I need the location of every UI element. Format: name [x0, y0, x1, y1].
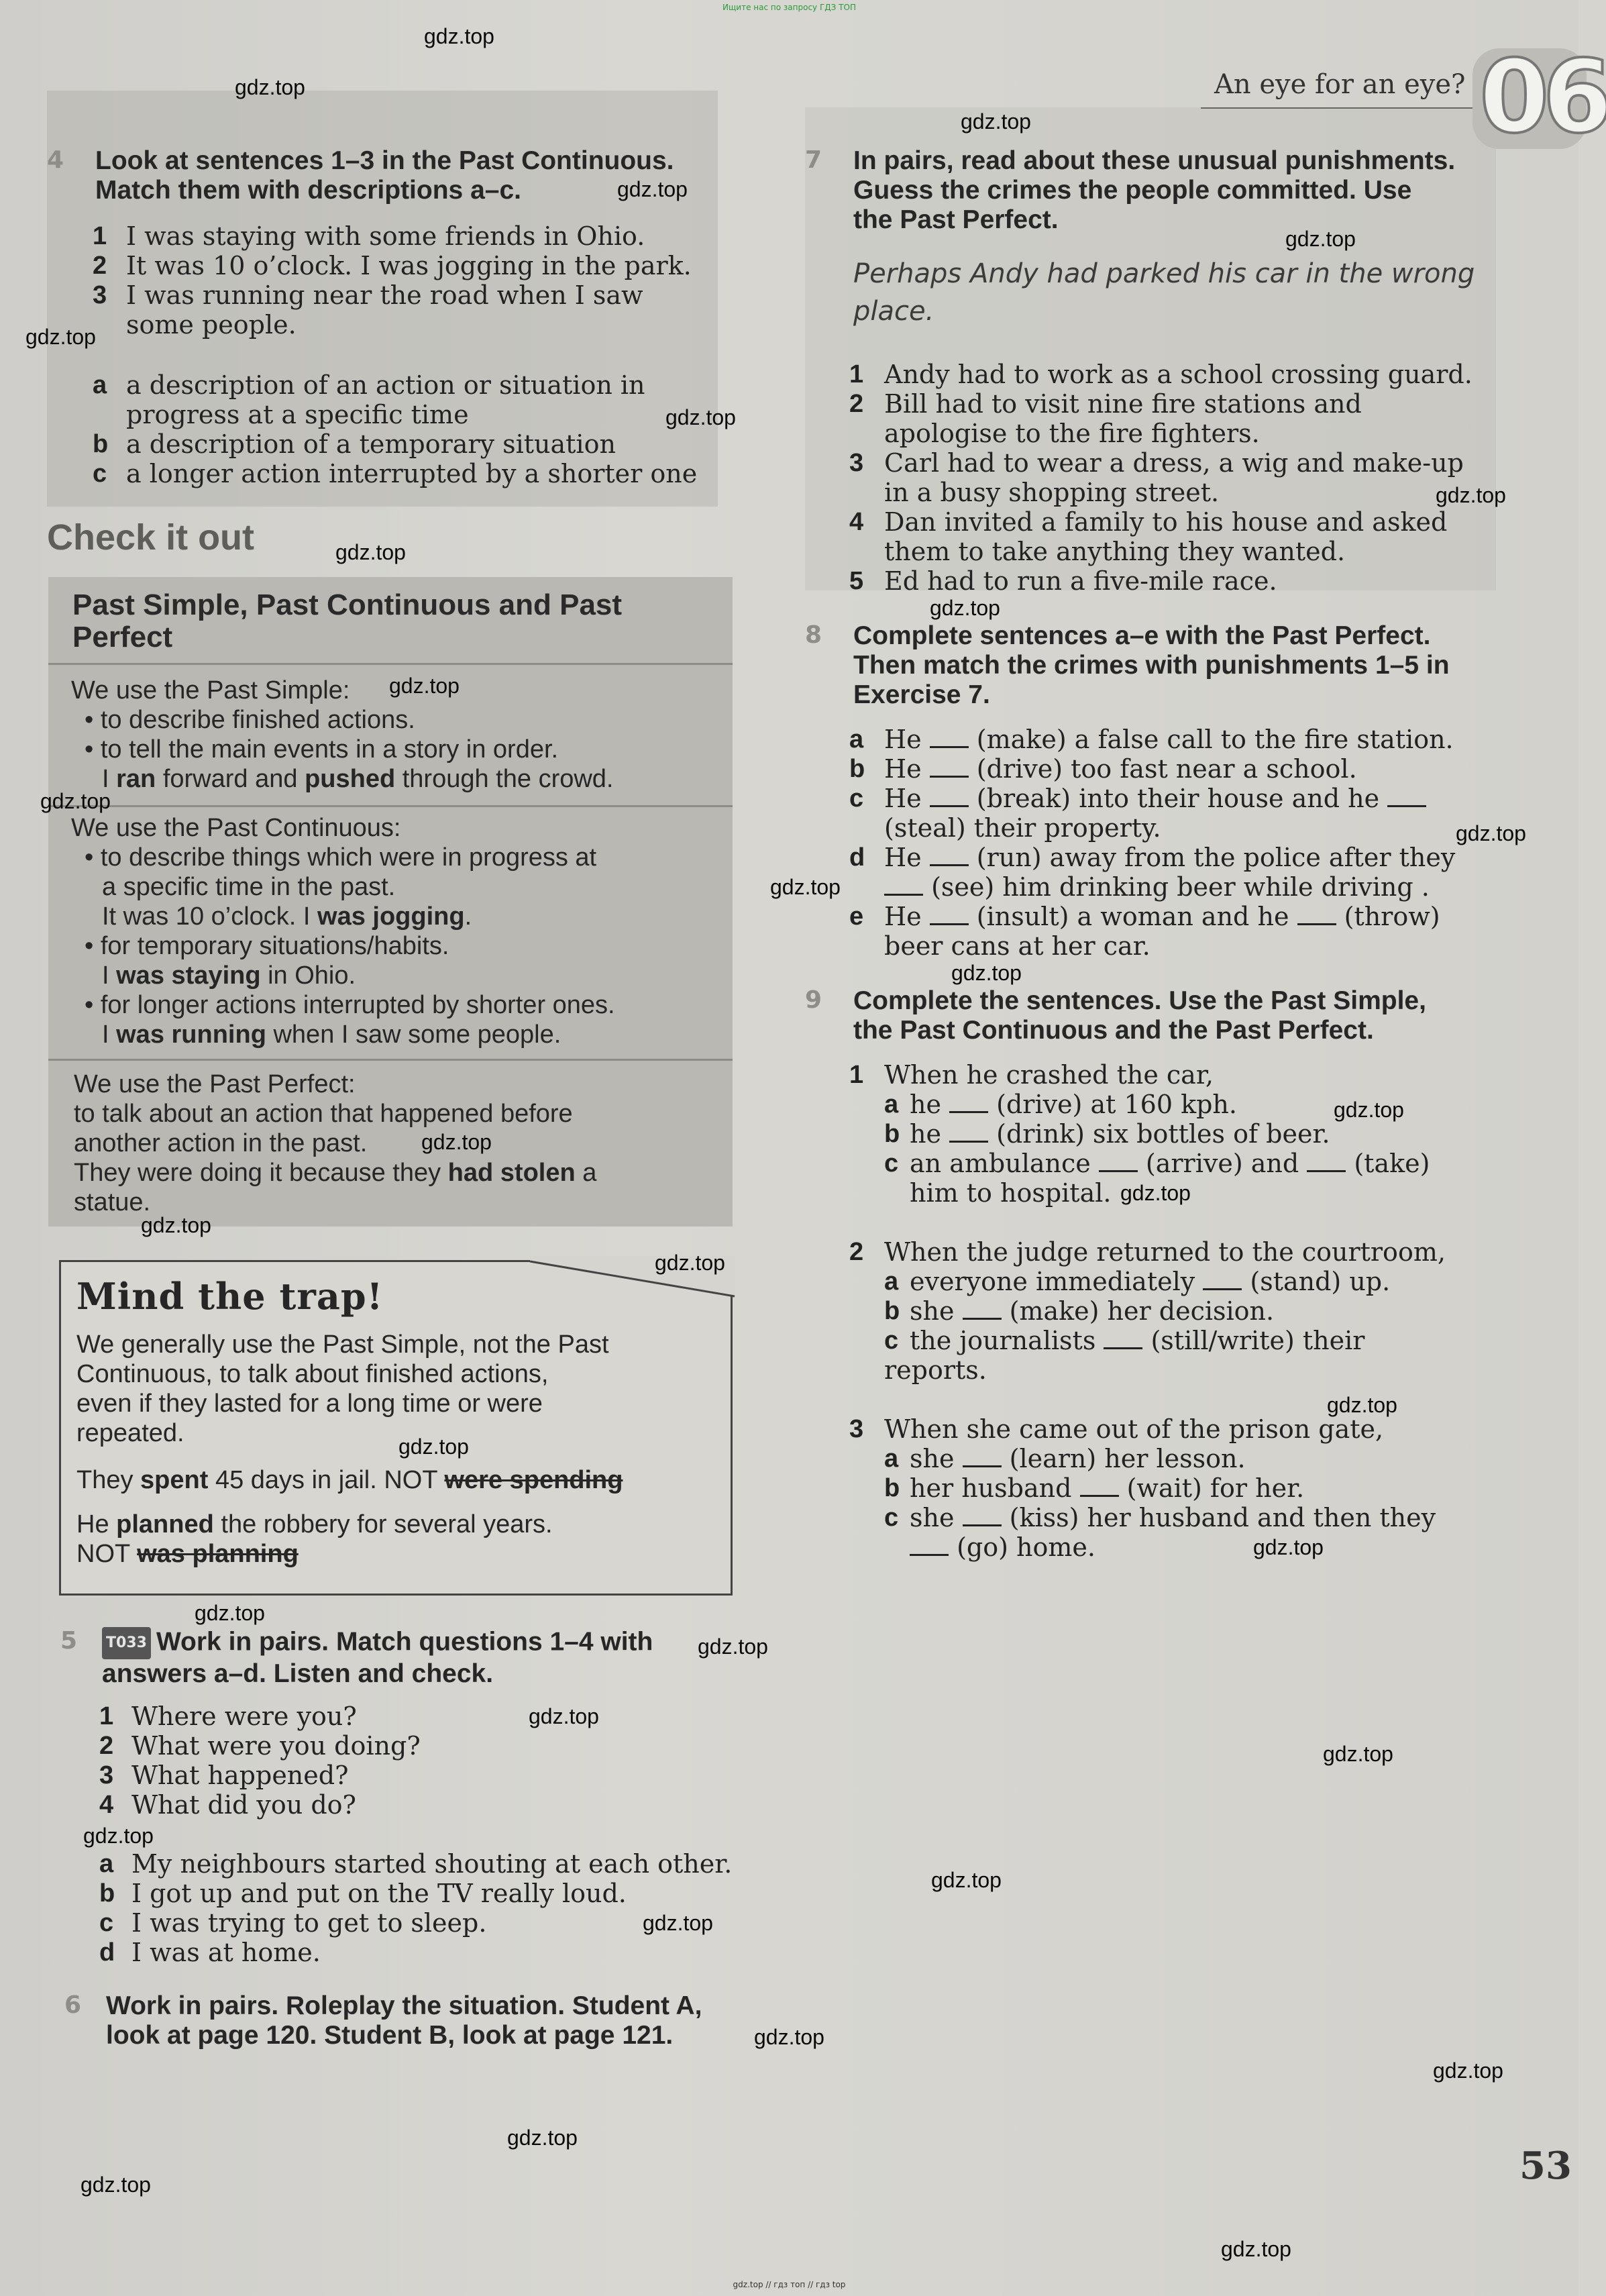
watermark: gdz.top — [1323, 1742, 1393, 1766]
watermark: gdz.top — [424, 24, 494, 48]
trap-example-1: They spent 45 days in jail. NOT were spending — [76, 1466, 623, 1494]
header-rule — [1201, 107, 1483, 109]
audio-track-icon[interactable]: T033 — [102, 1627, 151, 1659]
answer-blank[interactable] — [1387, 785, 1426, 807]
exercise-5-heading: T033 Work in pairs. Match questions 1–4 with answers a–d. Listen and check. — [102, 1627, 653, 1688]
watermark: gdz.top — [1334, 1098, 1404, 1122]
watermark: gdz.top — [951, 961, 1022, 985]
watermark: gdz.top — [961, 109, 1031, 134]
watermark: gdz.top — [421, 1130, 492, 1154]
watermark: gdz.top — [643, 1911, 713, 1935]
answer-blank[interactable] — [963, 1298, 1002, 1320]
past-simple-intro: We use the Past Simple: — [71, 676, 350, 705]
answer-blank[interactable] — [930, 844, 969, 866]
answer-blank[interactable] — [1203, 1268, 1242, 1290]
answer-blank[interactable] — [963, 1504, 1002, 1526]
answer-blank[interactable] — [1099, 1150, 1138, 1172]
exercise-8-heading: Complete sentences a–e with the Past Perfect. Then match the crimes with punishments 1–5 in Exercise 7. — [853, 621, 1450, 709]
bottom-note: gdz.top // гдз топ // гдз top — [733, 2280, 846, 2289]
watermark: gdz.top — [141, 1213, 211, 1237]
mind-the-trap-title: Mind the trap! — [76, 1275, 384, 1318]
answer-blank[interactable] — [949, 1091, 988, 1113]
past-continuous-example-2: I was staying in Ohio. — [102, 961, 356, 990]
trap-text: We generally use the Past Simple, not the Past Continuous, to talk about finished actions, even if they lasted for a long time or were repeated. — [76, 1330, 609, 1447]
watermark: gdz.top — [389, 674, 460, 698]
grammar-box-title: Past Simple, Past Continuous and Past Perfect — [72, 588, 623, 654]
answer-blank[interactable] — [930, 755, 969, 778]
past-simple-example: I ran forward and pushed through the crowd. — [102, 765, 614, 793]
past-perfect-line-2: another action in the past. — [74, 1129, 368, 1157]
past-continuous-bullet-3: • for longer actions interrupted by shorter ones. — [85, 991, 615, 1019]
answer-blank[interactable] — [949, 1120, 988, 1143]
past-continuous-bullet-1: • to describe things which were in progress at a specific time in the past. — [85, 843, 597, 901]
exercise-9-number: 9 — [805, 986, 822, 1014]
check-it-out-title: Check it out — [47, 517, 255, 558]
grammar-divider-1 — [48, 663, 733, 665]
watermark: gdz.top — [665, 405, 736, 429]
answer-blank[interactable] — [930, 785, 969, 807]
watermark: gdz.top — [195, 1601, 265, 1625]
past-perfect-example: They were doing it because they had stolen a statue. — [74, 1159, 597, 1216]
exercise-4-number: 4 — [47, 146, 64, 174]
exercise-8-number: 8 — [805, 621, 822, 649]
watermark: gdz.top — [1433, 2058, 1503, 2083]
past-perfect-intro: We use the Past Perfect: — [74, 1070, 356, 1098]
exercise-7-heading: In pairs, read about these unusual punishments. Guess the crimes the people committed. Use the Past Perfect. — [853, 146, 1456, 234]
grammar-divider-3 — [48, 1059, 733, 1061]
answer-blank[interactable] — [963, 1445, 1002, 1467]
watermark: gdz.top — [507, 2126, 578, 2150]
past-perfect-line-1: to talk about an action that happened before — [74, 1100, 573, 1128]
past-simple-bullet-2: • to tell the main events in a story in order. — [85, 735, 559, 764]
watermark: gdz.top — [235, 75, 305, 99]
answer-blank[interactable] — [930, 726, 969, 748]
watermark: gdz.top — [655, 1251, 725, 1275]
trap-example-2: He planned the robbery for several years. NOT was planning — [76, 1510, 553, 1568]
watermark: gdz.top — [1221, 2237, 1291, 2261]
watermark: gdz.top — [930, 596, 1000, 620]
exercise-4-heading: Look at sentences 1–3 in the Past Continuous. Match them with descriptions a–c. — [95, 146, 674, 205]
watermark: gdz.top — [770, 875, 841, 899]
past-continuous-example-1: It was 10 o’clock. I was jogging. — [102, 902, 472, 931]
top-note: Ищите нас по запросу ГДЗ ТОП — [722, 3, 856, 12]
exercise-6-number: 6 — [64, 1991, 82, 2019]
answer-blank[interactable] — [910, 1534, 949, 1556]
watermark: gdz.top — [1436, 483, 1506, 507]
past-continuous-intro: We use the Past Continuous: — [71, 814, 401, 842]
exercise-6-heading: Work in pairs. Roleplay the situation. Student A, look at page 120. Student B, look at page 121. — [106, 1991, 702, 2050]
past-continuous-bullet-2: • for temporary situations/habits. — [85, 932, 449, 960]
watermark: gdz.top — [1327, 1393, 1397, 1417]
exercise-7-number: 7 — [805, 146, 822, 174]
watermark: gdz.top — [83, 1824, 154, 1848]
answer-blank[interactable] — [930, 903, 969, 925]
past-continuous-example-3: I was running when I saw some people. — [102, 1021, 561, 1049]
answer-blank[interactable] — [1104, 1327, 1142, 1349]
watermark: gdz.top — [335, 540, 406, 564]
watermark: gdz.top — [1285, 227, 1356, 251]
answer-blank[interactable] — [1297, 903, 1336, 925]
watermark: gdz.top — [1456, 821, 1526, 845]
answer-blank[interactable] — [1080, 1475, 1119, 1497]
grammar-divider-2 — [48, 805, 733, 807]
answer-blank[interactable] — [884, 874, 923, 896]
watermark: gdz.top — [1120, 1181, 1191, 1205]
watermark: gdz.top — [81, 2173, 151, 2197]
unit-title: An eye for an eye? — [1214, 69, 1466, 100]
watermark: gdz.top — [25, 325, 96, 349]
watermark: gdz.top — [931, 1868, 1002, 1892]
watermark: gdz.top — [754, 2025, 824, 2049]
watermark: gdz.top — [398, 1434, 469, 1459]
watermark: gdz.top — [40, 789, 111, 813]
exercise-9-heading: Complete the sentences. Use the Past Simple, the Past Continuous and the Past Perfect. — [853, 986, 1426, 1045]
watermark: gdz.top — [1253, 1535, 1324, 1559]
watermark: gdz.top — [698, 1634, 768, 1659]
ex7-example: Perhaps Andy had parked his car in the wrong place. — [853, 258, 1475, 327]
past-simple-bullet-1: • to describe finished actions. — [85, 706, 415, 734]
exercise-5-number: 5 — [60, 1627, 78, 1655]
watermark: gdz.top — [529, 1704, 599, 1728]
watermark: gdz.top — [617, 177, 688, 201]
answer-blank[interactable] — [1307, 1150, 1346, 1172]
unit-number: 06 — [1479, 39, 1606, 156]
page-number: 53 — [1519, 2144, 1572, 2188]
